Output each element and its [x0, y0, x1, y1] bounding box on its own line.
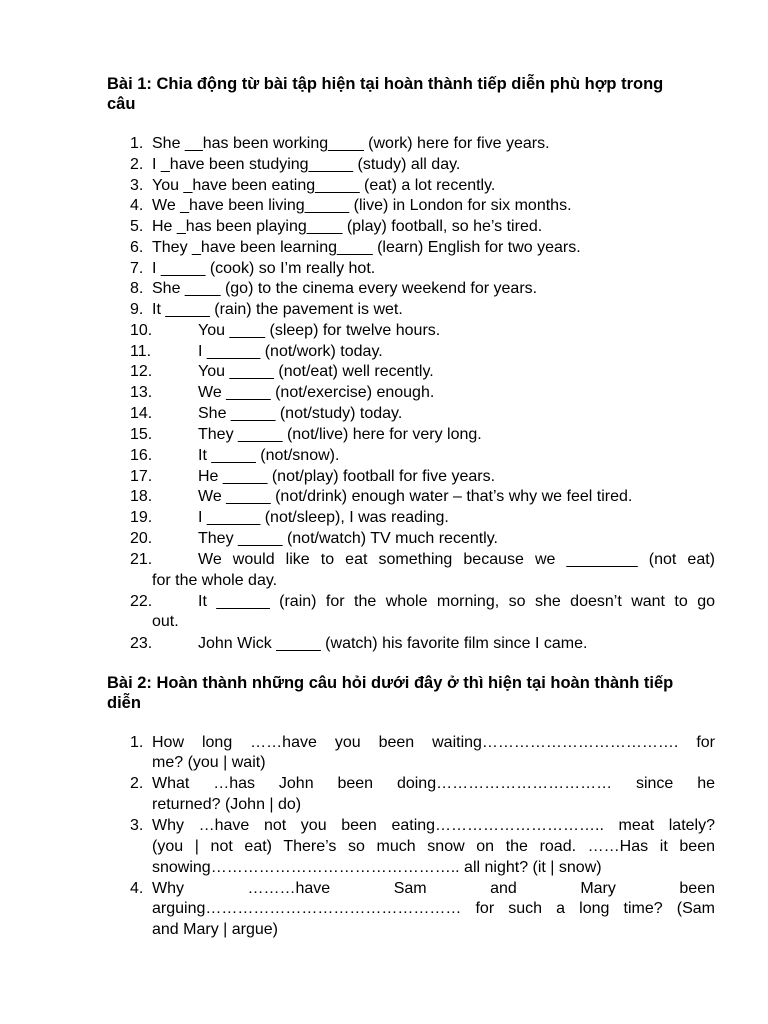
item-line: and Mary | argue) — [152, 921, 278, 938]
item-line: returned? (John | do) — [152, 796, 302, 813]
item-number: 2. — [130, 156, 144, 173]
item-number: 15. — [130, 426, 153, 443]
item-text: He _has been playing____ (play) football, so he’s tired. — [152, 218, 543, 235]
exercise-1-title — [107, 74, 715, 114]
item-text: It ______ (rain) for the whole morning, so she doesn’t want to go — [198, 593, 715, 610]
item-text: She ____ (go) to the cinema every weekend for years. — [152, 280, 538, 297]
item-text: It _____ (not/snow). — [198, 447, 340, 464]
item-text: We _____ (not/exercise) enough. — [198, 384, 435, 401]
item-number: 2. — [130, 775, 144, 792]
exercise-1-title-line-1: Bài 1: Chia động từ bài tập hiện tại hoàn thành tiếp diễn phù hợp trong — [107, 75, 664, 93]
exercise-2-title-line-1: Bài 2: Hoàn thành những câu hỏi dưới đây ở thì hiện tại hoàn thành tiếp — [107, 674, 674, 692]
item-line: arguing………………………………………… for such a long time? (Sam — [152, 900, 715, 917]
item-number: 4. — [130, 880, 144, 897]
item-text: John Wick _____ (watch) his favorite film since I came. — [198, 635, 588, 652]
item-text: She __has been working____ (work) here for five years. — [152, 135, 550, 152]
item-number: 5. — [130, 218, 144, 235]
item-line: How long ……have you been waiting………………………………. for — [152, 734, 715, 751]
item-text: You _have been eating_____ (eat) a lot recently. — [152, 177, 496, 194]
item-text: We would like to eat something because we ________ (not eat) — [198, 551, 715, 568]
item-text: It _____ (rain) the pavement is wet. — [152, 301, 403, 318]
item-line: Why ………have Sam and Mary been — [152, 880, 715, 897]
exercise-2-title — [107, 673, 715, 713]
item-number: 11. — [130, 343, 152, 360]
item-line: What …has John been doing…………………………… since he — [152, 775, 715, 792]
item-text: I ______ (not/sleep), I was reading. — [198, 509, 449, 526]
item-number: 16. — [130, 447, 153, 464]
exercise-1-title-line-2: câu — [107, 95, 136, 113]
item-text-continued: out. — [152, 613, 179, 630]
item-text: I ______ (not/work) today. — [198, 343, 383, 360]
item-number: 18. — [130, 488, 153, 505]
item-number: 10. — [130, 322, 153, 339]
item-number: 7. — [130, 260, 144, 277]
item-line: me? (you | wait) — [152, 754, 266, 771]
item-number: 9. — [130, 301, 144, 318]
item-text: They _____ (not/watch) TV much recently. — [198, 530, 498, 547]
item-text: We _have been living_____ (live) in London for six months. — [152, 197, 572, 214]
item-number: 22. — [130, 593, 153, 610]
item-text: They _____ (not/live) here for very long. — [198, 426, 482, 443]
item-number: 6. — [130, 239, 144, 256]
item-number: 1. — [130, 135, 144, 152]
item-line: Why …have not you been eating………………………….. meat lately? — [152, 817, 715, 834]
item-number: 23. — [130, 635, 153, 652]
exercise-2-title-line-2: diễn — [107, 694, 141, 712]
item-number: 12. — [130, 363, 153, 380]
item-number: 3. — [130, 817, 144, 834]
item-text-continued: for the whole day. — [152, 572, 278, 589]
item-number: 14. — [130, 405, 153, 422]
item-number: 19. — [130, 509, 153, 526]
item-number: 1. — [130, 734, 144, 751]
item-number: 21. — [130, 551, 153, 568]
item-number: 8. — [130, 280, 144, 297]
item-text: We _____ (not/drink) enough water – that’s why we feel tired. — [198, 488, 633, 505]
item-number: 4. — [130, 197, 144, 214]
item-number: 17. — [130, 468, 153, 485]
item-number: 13. — [130, 384, 153, 401]
item-text: You ____ (sleep) for twelve hours. — [198, 322, 441, 339]
item-number: 3. — [130, 177, 144, 194]
item-number: 20. — [130, 530, 153, 547]
item-text: I _____ (cook) so I’m really hot. — [152, 260, 376, 277]
item-line: snowing……………………………………….. all night? (it | snow) — [152, 859, 602, 876]
item-line: (you | not eat) There’s so much snow on the road. ……Has it been — [152, 838, 715, 855]
item-text: She _____ (not/study) today. — [198, 405, 403, 422]
item-text: He _____ (not/play) football for five years. — [198, 468, 496, 485]
item-text: I _have been studying_____ (study) all day. — [152, 156, 461, 173]
item-text: You _____ (not/eat) well recently. — [198, 363, 434, 380]
item-text: They _have been learning____ (learn) English for two years. — [152, 239, 581, 256]
